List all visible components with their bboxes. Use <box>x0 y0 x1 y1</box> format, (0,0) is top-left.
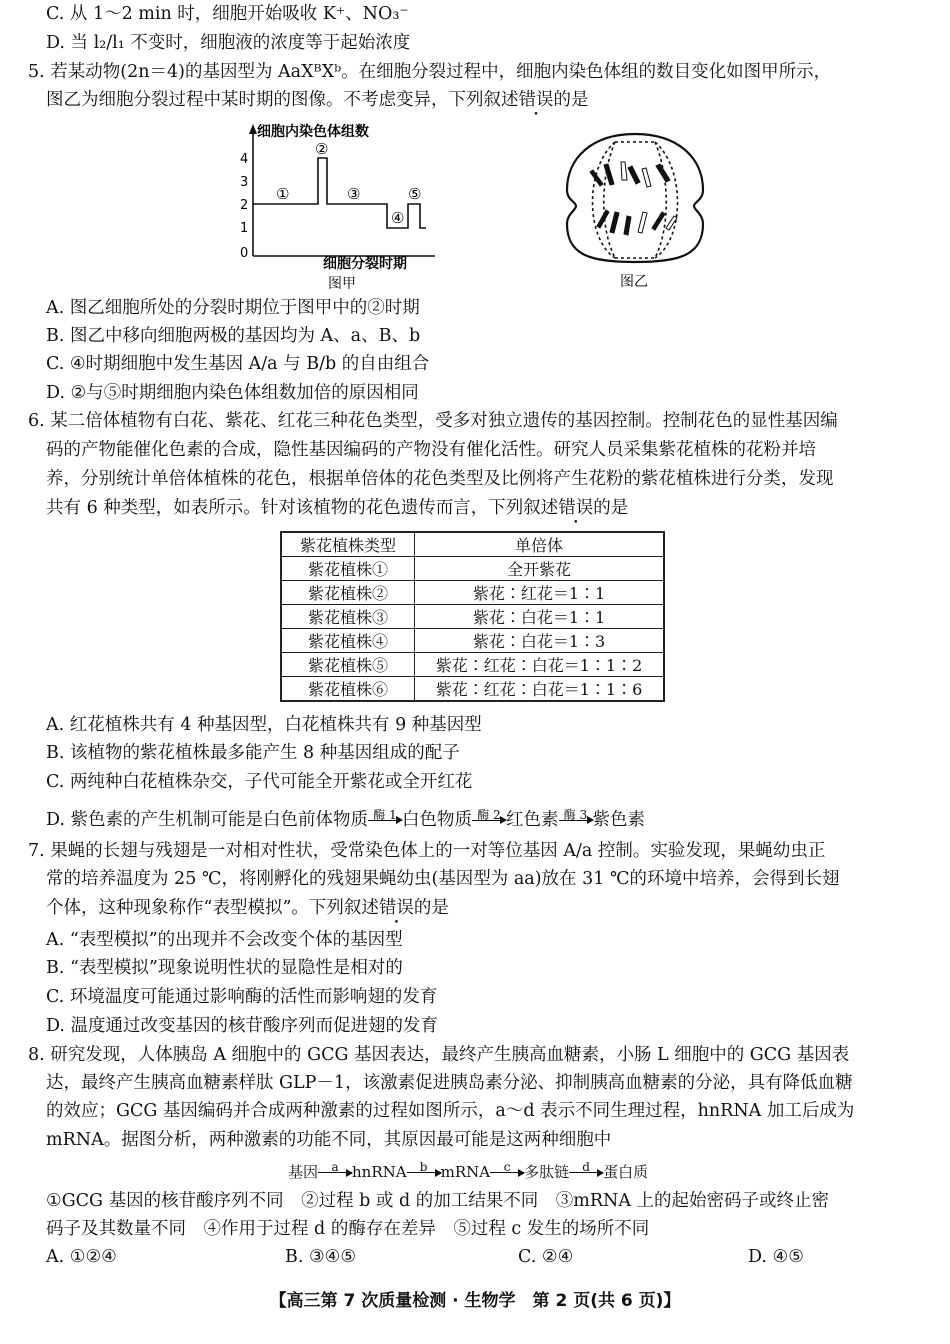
q5-stem-line1: 5. 若某动物(2n＝4)的基因型为 AaXᴮXᵇ。在细胞分裂过程中，细胞内染色体组的数目变化如图甲所示， <box>28 62 832 82</box>
q6-stem-line2: 码的产物能催化色素的合成，隐性基因编码的产物没有催化活性。研究人员采集紫花植株的花粉并培 <box>46 440 816 460</box>
flow-node-mrna: mRNA <box>440 1163 491 1181</box>
q6d-red-pigment: 红色素 <box>506 810 559 830</box>
q6d-white-substance: 白色物质 <box>402 810 473 830</box>
stage-3: ③ <box>347 185 361 203</box>
q6-stem-line1: 6. 某二倍体植物有白花、紫花、红花三种花色类型，受多对独立遗传的基因控制。控制花色的显性基因编 <box>28 411 838 431</box>
table-cell: 紫花∶白花＝1∶3 <box>415 629 665 653</box>
flow-label-b: b <box>419 1160 428 1174</box>
q8-stem-line4: mRNA。据图分析，两种激素的功能不同，其原因最可能是这两种细胞中 <box>46 1130 612 1150</box>
table-row <box>281 605 664 629</box>
flow-label-c: c <box>503 1160 511 1174</box>
q7-stem-line1: 7. 果蝇的长翅与残翅是一对相对性状，受常染色体上的一对等位基因 A/a 控制。实验发现，果蝇幼虫正 <box>28 841 826 861</box>
enzyme-3-label: 酶 3 <box>563 807 588 822</box>
table-cell: 紫花植株② <box>281 581 415 605</box>
q8-option-d: D. ④⑤ <box>748 1247 804 1267</box>
table-row <box>281 629 664 653</box>
q7-option-b: B. “表型模拟”现象说明性状的显隐性是相对的 <box>46 958 403 978</box>
ytick-4: 4 <box>240 152 249 167</box>
q5-option-c: C. ④时期细胞中发生基因 A/a 与 B/b 的自由组合 <box>46 354 430 374</box>
q6-stem-end: 的是 <box>593 498 629 518</box>
figure-yi-cell <box>560 128 710 290</box>
stage-5: ⑤ <box>408 185 422 203</box>
table-cell: 紫花植株⑤ <box>281 653 415 677</box>
q7-stem-line2: 常的培养温度为 25 ℃，将刚孵化的残翅果蝇幼虫(基因型为 aa)放在 31 ℃的环境中培养，会得到长翅 <box>46 869 840 889</box>
q5-stem-text: 图乙为细胞分裂过程中某时期的图像。不考虑变异，下列叙述 <box>46 90 519 110</box>
flower-type-table <box>280 531 665 702</box>
flow-node-polypeptide: 多肽链 <box>524 1163 570 1181</box>
ytick-0: 0 <box>240 246 249 261</box>
q5-stem-line2 <box>46 88 589 112</box>
table-header: 紫花植株类型 <box>281 532 415 557</box>
q8-stem-line2: 达，最终产生胰高血糖素样肽 GLP－1，该激素促进胰岛素分泌、抑制胰高血糖素的分泌，具有降低血糖 <box>46 1073 853 1093</box>
flow-arrow-b <box>407 1161 441 1185</box>
table-cell: 紫花∶红花＝1∶1 <box>415 581 665 605</box>
table-cell: 紫花∶红花∶白花＝1∶1∶2 <box>415 653 665 677</box>
flow-arrow-a <box>318 1161 352 1185</box>
flow-node-protein: 蛋白质 <box>603 1163 649 1181</box>
gene-expression-flow <box>288 1160 648 1185</box>
table-cell: 紫花∶白花＝1∶1 <box>415 605 665 629</box>
q7-stem-end: 的是 <box>413 898 449 918</box>
flow-node-hnrna: hnRNA <box>352 1163 407 1181</box>
figure-jia-caption: 图甲 <box>328 276 356 292</box>
q8-statements-line1: ①GCG 基因的核苷酸序列不同 ②过程 b 或 d 的加工结果不同 ③mRNA 上的起始密码子或终止密 <box>46 1191 830 1211</box>
q7-stem-line3 <box>46 896 449 920</box>
stage-4: ④ <box>391 209 405 227</box>
q7-option-a: A. “表型模拟”的出现并不会改变个体的基因型 <box>46 930 403 950</box>
q5-emphasis: 错误 <box>518 90 554 110</box>
table-cell: 紫花植株③ <box>281 605 415 629</box>
figure-yi-caption: 图乙 <box>620 274 648 290</box>
table-row <box>281 653 664 677</box>
q6d-purple-pigment: 紫色素 <box>592 810 646 830</box>
enzyme-1-label: 酶 1 <box>373 807 397 822</box>
flow-arrow-c <box>490 1161 524 1185</box>
ytick-3: 3 <box>240 175 249 190</box>
q6-emphasis: 错误 <box>558 498 594 518</box>
table-row <box>281 677 664 702</box>
figure-jia-chart <box>230 122 460 292</box>
enzyme-1-arrow <box>368 809 402 833</box>
table-cell: 紫花植株④ <box>281 629 415 653</box>
q8-stem-line3: 的效应；GCG 基因编码并合成两种激素的过程如图所示，a～d 表示不同生理过程，hnRNA 加工后成为 <box>46 1101 855 1121</box>
table-header-row <box>281 532 664 557</box>
q8-option-b: B. ③④⑤ <box>285 1247 357 1267</box>
flow-label-d: d <box>582 1160 590 1174</box>
flow-arrow-d <box>569 1161 603 1185</box>
q5-option-d: D. ②与⑤时期细胞内染色体组数加倍的原因相同 <box>46 383 419 403</box>
page-footer: 【高三第 7 次质量检测 · 生物学 第 2 页(共 6 页)】 <box>269 1291 681 1311</box>
q6-stem-line4 <box>46 496 628 520</box>
q8-statements-line2: 码子及其数量不同 ④作用于过程 d 的酶存在差异 ⑤过程 c 发生的场所不同 <box>46 1219 650 1239</box>
table-cell: 紫花植株① <box>281 557 415 581</box>
ytick-1: 1 <box>240 221 249 236</box>
q5-stem-end: 的是 <box>553 90 589 110</box>
table-cell: 全开紫花 <box>415 557 665 581</box>
ytick-2: 2 <box>240 198 249 213</box>
q6-option-d <box>46 808 645 833</box>
q6d-text: D. 紫色素的产生机制可能是白色前体物质 <box>46 810 369 830</box>
table-row <box>281 557 664 581</box>
table-row <box>281 581 664 605</box>
q4-option-d: D. 当 l₂/l₁ 不变时，细胞液的浓度等于起始浓度 <box>46 33 411 53</box>
q7-option-d: D. 温度通过改变基因的核苷酸序列而促进翅的发育 <box>46 1016 439 1036</box>
flow-node-gene: 基因 <box>288 1163 319 1181</box>
q8-option-c: C. ②④ <box>518 1247 574 1267</box>
q6-option-c: C. 两纯种白花植株杂交，子代可能全开紫花或全开红花 <box>46 772 473 792</box>
q5-option-b: B. 图乙中移向细胞两极的基因均为 A、a、B、b <box>46 326 421 346</box>
q6-option-a: A. 红花植株共有 4 种基因型，白花植株共有 9 种基因型 <box>46 715 482 735</box>
q4-option-c: C. 从 1～2 min 时，细胞开始吸收 K⁺、NO₃⁻ <box>46 4 409 24</box>
q7-stem-text: 个体，这种现象称作“表型模拟”。下列叙述 <box>46 898 379 918</box>
q6-stem-line3: 养，分别统计单倍体植株的花色，根据单倍体的花色类型及比例将产生花粉的紫花植株进行分类，发现 <box>46 469 834 489</box>
q8-stem-line1: 8. 研究发现，人体胰岛 A 细胞中的 GCG 基因表达，最终产生胰高血糖素，小肠 L 细胞中的 GCG 基因表 <box>28 1045 850 1065</box>
flow-label-a: a <box>331 1160 339 1174</box>
figure-jia-ylabel: 细胞内染色体组数 <box>257 124 369 140</box>
enzyme-2-arrow <box>472 809 506 833</box>
q6-option-b: B. 该植物的紫花植株最多能产生 8 种基因组成的配子 <box>46 743 460 763</box>
enzyme-2-label: 酶 2 <box>477 807 501 822</box>
stage-1: ① <box>276 185 290 203</box>
table-header: 单倍体 <box>415 532 665 557</box>
q5-option-a: A. 图乙细胞所处的分裂时期位于图甲中的②时期 <box>46 298 420 318</box>
q7-emphasis: 错误 <box>378 898 414 918</box>
q8-option-a: A. ①②④ <box>46 1247 117 1267</box>
q7-option-c: C. 环境温度可能通过影响酶的活性而影响翅的发育 <box>46 987 438 1007</box>
enzyme-3-arrow <box>559 809 593 833</box>
table-cell: 紫花植株⑥ <box>281 677 415 702</box>
table-cell: 紫花∶红花∶白花＝1∶1∶6 <box>415 677 665 702</box>
q6-stem-text: 共有 6 种类型，如表所示。针对该植物的花色遗传而言，下列叙述 <box>46 498 559 518</box>
figure-jia-xlabel: 细胞分裂时期 <box>323 256 407 272</box>
stage-2: ② <box>315 140 329 158</box>
